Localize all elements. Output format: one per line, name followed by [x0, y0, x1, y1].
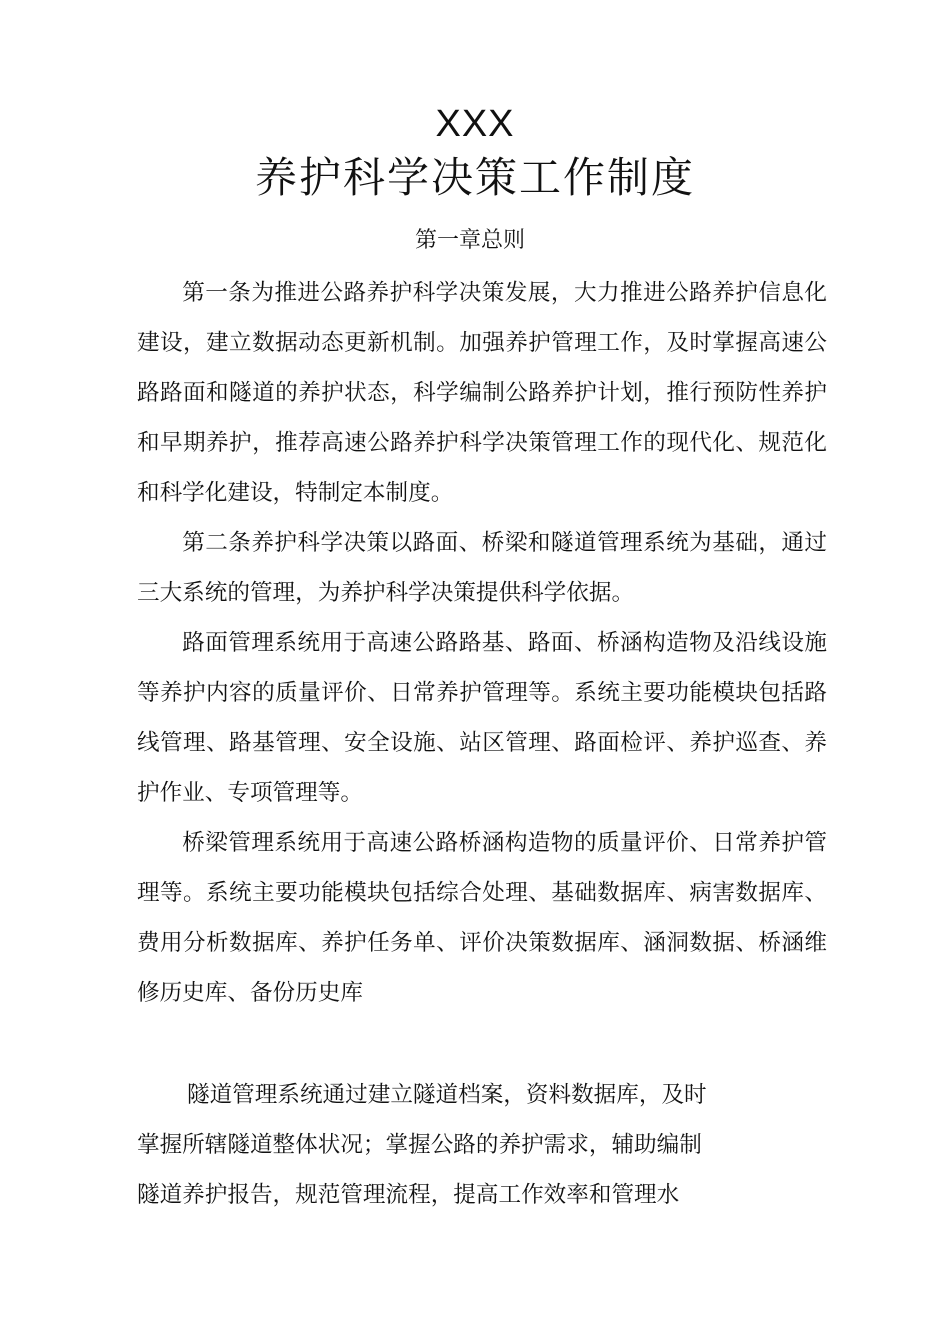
tunnel-paragraph-line: 隧道养护报告，规范管理流程，提高工作效率和管理水 [137, 1182, 680, 1208]
document-title-organization: XXX [435, 103, 515, 145]
document-title: 养护科学决策工作制度 [254, 153, 695, 202]
pavement-system-block [137, 618, 827, 818]
chapter-heading: 第一章总则 [414, 228, 525, 253]
tunnel-paragraph-line: 掌握所辖隧道整体状况；掌握公路的养护需求，辅助编制 [137, 1132, 702, 1158]
paragraph-article-1: 第一条为推进公路养护科学决策发展，大力推进公路养护信息化建设，建立数据动态更新机制。加强养护管理工作，及时掌握高速公路路面和隧道的养护状态，科学编制公路养护计划，推行预防性养护和早期养护，推荐高速公路养护科学决策管理工作的现代化、规范化和科学化建设，特制定本制度。 [137, 280, 827, 506]
tunnel-paragraph-line: 隧道管理系统通过建立隧道档案，资料数据库，及时 [187, 1082, 707, 1108]
bridge-system-block [137, 818, 827, 1018]
tunnel-system-block [137, 1070, 777, 1220]
article-1-block [137, 268, 827, 518]
paragraph-article-2: 第二条养护科学决策以路面、桥梁和隧道管理系统为基础，通过三大系统的管理，为养护科学决策提供科学依据。 [137, 530, 827, 606]
paragraph-bridge-system: 桥梁管理系统用于高速公路桥涵构造物的质量评价、日常养护管理等。系统主要功能模块包括综合处理、基础数据库、病害数据库、费用分析数据库、养护任务单、评价决策数据库、涵洞数据、桥涵维修历史库、备份历史库 [137, 830, 827, 1006]
article-2-block [137, 518, 827, 618]
paragraph-pavement-system: 路面管理系统用于高速公路路基、路面、桥涵构造物及沿线设施等养护内容的质量评价、日常养护管理等。系统主要功能模块包括路线管理、路基管理、安全设施、站区管理、路面检评、养护巡查、养护作业、专项管理等。 [137, 630, 827, 806]
